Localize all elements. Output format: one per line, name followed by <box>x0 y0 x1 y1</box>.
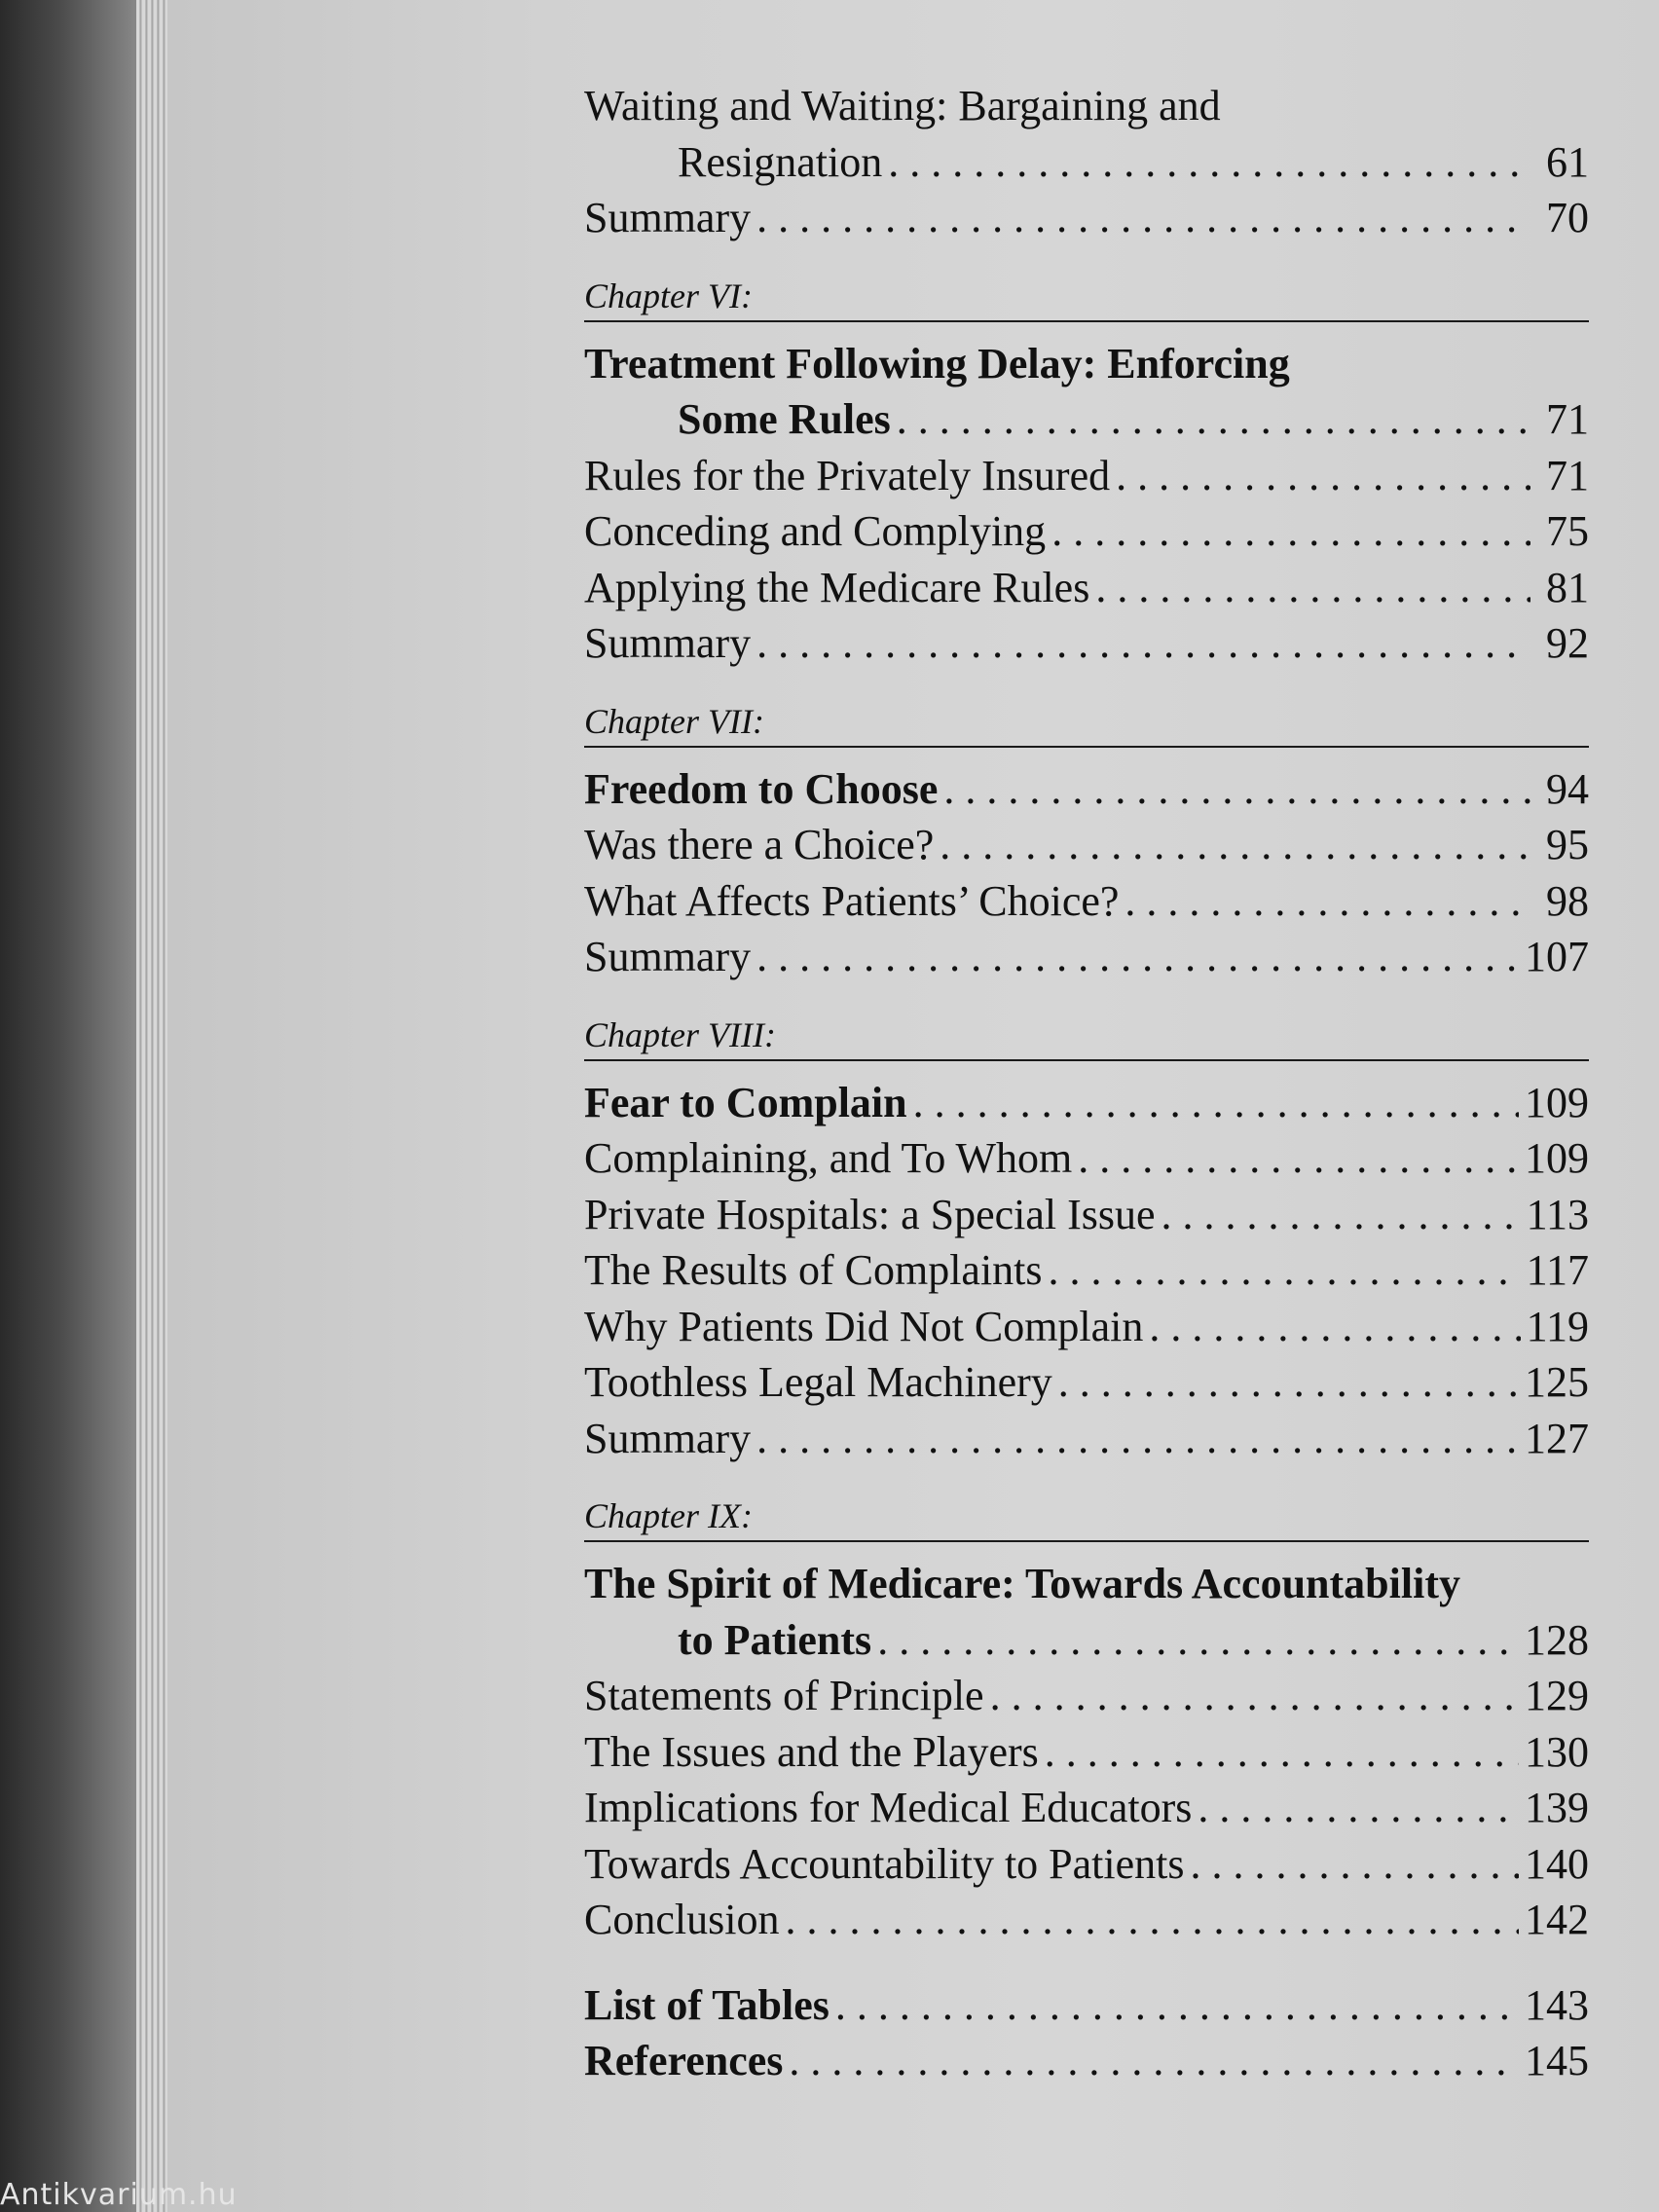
toc-page-number: 129 <box>1525 1672 1589 1719</box>
back-matter-entry <box>584 1977 1589 2034</box>
book-spine-shadow <box>0 0 146 2212</box>
leader-dots <box>940 817 1530 873</box>
leader-dots <box>756 929 1519 985</box>
chapter-heading <box>584 391 1589 448</box>
toc-entry-title: Complaining, and To Whom <box>584 1134 1073 1182</box>
toc-entry-title: Applying the Medicare Rules <box>584 563 1090 611</box>
toc-page-number: 98 <box>1546 876 1589 925</box>
toc-entry <box>584 1411 1589 1467</box>
toc-entry <box>584 1354 1589 1411</box>
back-matter-entry <box>584 2033 1589 2089</box>
toc-page-number: 70 <box>1546 194 1589 241</box>
chapter-heading-title: Fear to Complain <box>584 1078 907 1126</box>
leader-dots <box>756 1411 1519 1467</box>
toc-page-number: 109 <box>1525 1078 1589 1126</box>
toc-entry-title: Why Patients Did Not Complain <box>584 1302 1144 1350</box>
leader-dots <box>1198 1780 1519 1836</box>
toc-page-number: 81 <box>1546 563 1589 611</box>
toc-entry <box>584 1780 1589 1836</box>
chapter-rule <box>584 746 1589 748</box>
chapter-label: Chapter IX: <box>584 1496 753 1535</box>
leader-dots <box>1045 1724 1519 1781</box>
chapter-label: Chapter VII: <box>584 701 764 741</box>
leader-dots <box>1051 503 1530 560</box>
toc-entry-title: Summary <box>584 1414 752 1462</box>
toc-page-number: 127 <box>1525 1414 1589 1462</box>
leader-dots <box>1049 1242 1521 1299</box>
toc-page-number: 117 <box>1526 1246 1589 1294</box>
toc-entry-title: Was there a Choice? <box>584 821 935 868</box>
toc-page-number: 61 <box>1546 137 1589 186</box>
toc-page-number: 109 <box>1525 1134 1589 1182</box>
toc-entry-title-line2: Resignation <box>678 137 883 186</box>
leader-dots <box>1149 1299 1520 1355</box>
toc-page-number: 94 <box>1546 764 1589 813</box>
toc-entry-title: What Affects Patients’ Choice? <box>584 876 1120 925</box>
chapter-heading <box>584 761 1589 818</box>
toc-entry <box>584 1668 1589 1724</box>
toc-entry <box>584 1892 1589 1948</box>
page-edges <box>136 0 171 2212</box>
leader-dots <box>835 1977 1519 2034</box>
toc-entry-title: Private Hospitals: a Special Issue <box>584 1190 1156 1238</box>
toc-page-number: 107 <box>1525 933 1589 980</box>
chapter-label: Chapter VIII: <box>584 1014 776 1054</box>
toc-page-number: 92 <box>1546 619 1589 667</box>
toc-entry <box>584 615 1589 672</box>
leader-dots <box>888 134 1530 191</box>
toc-page-number: 113 <box>1526 1190 1589 1238</box>
toc-entry <box>584 873 1589 930</box>
toc-page-number: 128 <box>1525 1615 1589 1664</box>
section-spacer <box>584 1948 1589 1977</box>
toc-page-number: 143 <box>1525 1980 1589 2029</box>
toc-entry <box>584 1836 1589 1893</box>
leader-dots <box>1058 1354 1519 1411</box>
toc-entry-title: Towards Accountability to Patients <box>584 1839 1185 1888</box>
toc-page-number: 71 <box>1546 451 1589 499</box>
toc-entry <box>584 817 1589 873</box>
chapter-heading <box>584 1075 1589 1131</box>
toc-page-number: 142 <box>1525 1896 1589 1943</box>
toc-entry <box>584 1242 1589 1299</box>
toc-page-number: 119 <box>1526 1302 1589 1350</box>
toc-page-number: 145 <box>1525 2037 1589 2084</box>
toc-page-number: 95 <box>1546 821 1589 868</box>
leader-dots <box>1095 560 1530 616</box>
chapter-heading-line2: to Patients <box>678 1615 872 1664</box>
toc-entry-title: List of Tables <box>584 1980 830 2029</box>
leader-dots <box>1124 873 1530 930</box>
toc-entry-title: References <box>584 2037 784 2084</box>
watermark: Antikvarium.hu <box>0 2178 238 2212</box>
toc-entry <box>584 503 1589 560</box>
toc-entry-title: Summary <box>584 933 752 980</box>
leader-dots <box>1161 1187 1521 1243</box>
chapter-heading <box>584 1612 1589 1669</box>
toc-entry-title-line1: Waiting and Waiting: Bargaining and <box>584 82 1221 129</box>
toc-entry <box>584 1299 1589 1355</box>
chapter-rule <box>584 320 1589 322</box>
toc-entry <box>584 1187 1589 1243</box>
toc-entry-title: Conceding and Complying <box>584 507 1047 555</box>
toc-page-number: 140 <box>1525 1839 1589 1888</box>
leader-dots <box>1191 1836 1520 1893</box>
chapter-rule <box>584 1540 1589 1542</box>
chapter-heading-line2: Some Rules <box>678 395 891 443</box>
toc-entry <box>584 560 1589 616</box>
leader-dots <box>1078 1130 1519 1187</box>
toc-entry <box>584 448 1589 504</box>
chapter-heading-line1: Treatment Following Delay: Enforcing <box>584 339 1290 387</box>
leader-dots <box>789 2033 1519 2089</box>
toc-entry <box>584 929 1589 985</box>
toc-entry <box>584 1130 1589 1187</box>
leader-dots <box>913 1075 1519 1131</box>
leader-dots <box>756 190 1530 246</box>
toc-entry <box>584 190 1589 246</box>
table-of-contents <box>584 78 1589 2089</box>
toc-entry <box>584 134 1589 191</box>
leader-dots <box>1116 448 1530 504</box>
toc-entry-title: Rules for the Privately Insured <box>584 451 1111 499</box>
toc-entry-title: Toothless Legal Machinery <box>584 1358 1052 1406</box>
toc-entry-title: Statements of Principle <box>584 1672 984 1719</box>
toc-page-number: 139 <box>1525 1784 1589 1831</box>
leader-dots <box>943 761 1530 818</box>
toc-entry-title: Summary <box>584 619 752 667</box>
chapter-heading-line1: The Spirit of Medicare: Towards Accountability <box>584 1560 1460 1607</box>
leader-dots <box>897 391 1530 448</box>
toc-entry <box>584 1724 1589 1781</box>
leader-dots <box>785 1892 1519 1948</box>
leader-dots <box>756 615 1530 672</box>
toc-page-number: 125 <box>1525 1358 1589 1406</box>
toc-entry-title: Implications for Medical Educators <box>584 1784 1193 1831</box>
toc-entry-title: Conclusion <box>584 1896 780 1943</box>
toc-entry-title: The Issues and the Players <box>584 1727 1039 1776</box>
toc-entry-title: Summary <box>584 194 752 241</box>
leader-dots <box>990 1668 1519 1724</box>
chapter-rule <box>584 1059 1589 1061</box>
toc-page-number: 71 <box>1546 395 1589 443</box>
toc-entry-title: The Results of Complaints <box>584 1246 1043 1294</box>
leader-dots <box>877 1612 1519 1669</box>
chapter-label: Chapter VI: <box>584 276 753 315</box>
toc-page-number: 130 <box>1525 1727 1589 1776</box>
chapter-heading-title: Freedom to Choose <box>584 764 939 813</box>
toc-page-number: 75 <box>1546 507 1589 555</box>
